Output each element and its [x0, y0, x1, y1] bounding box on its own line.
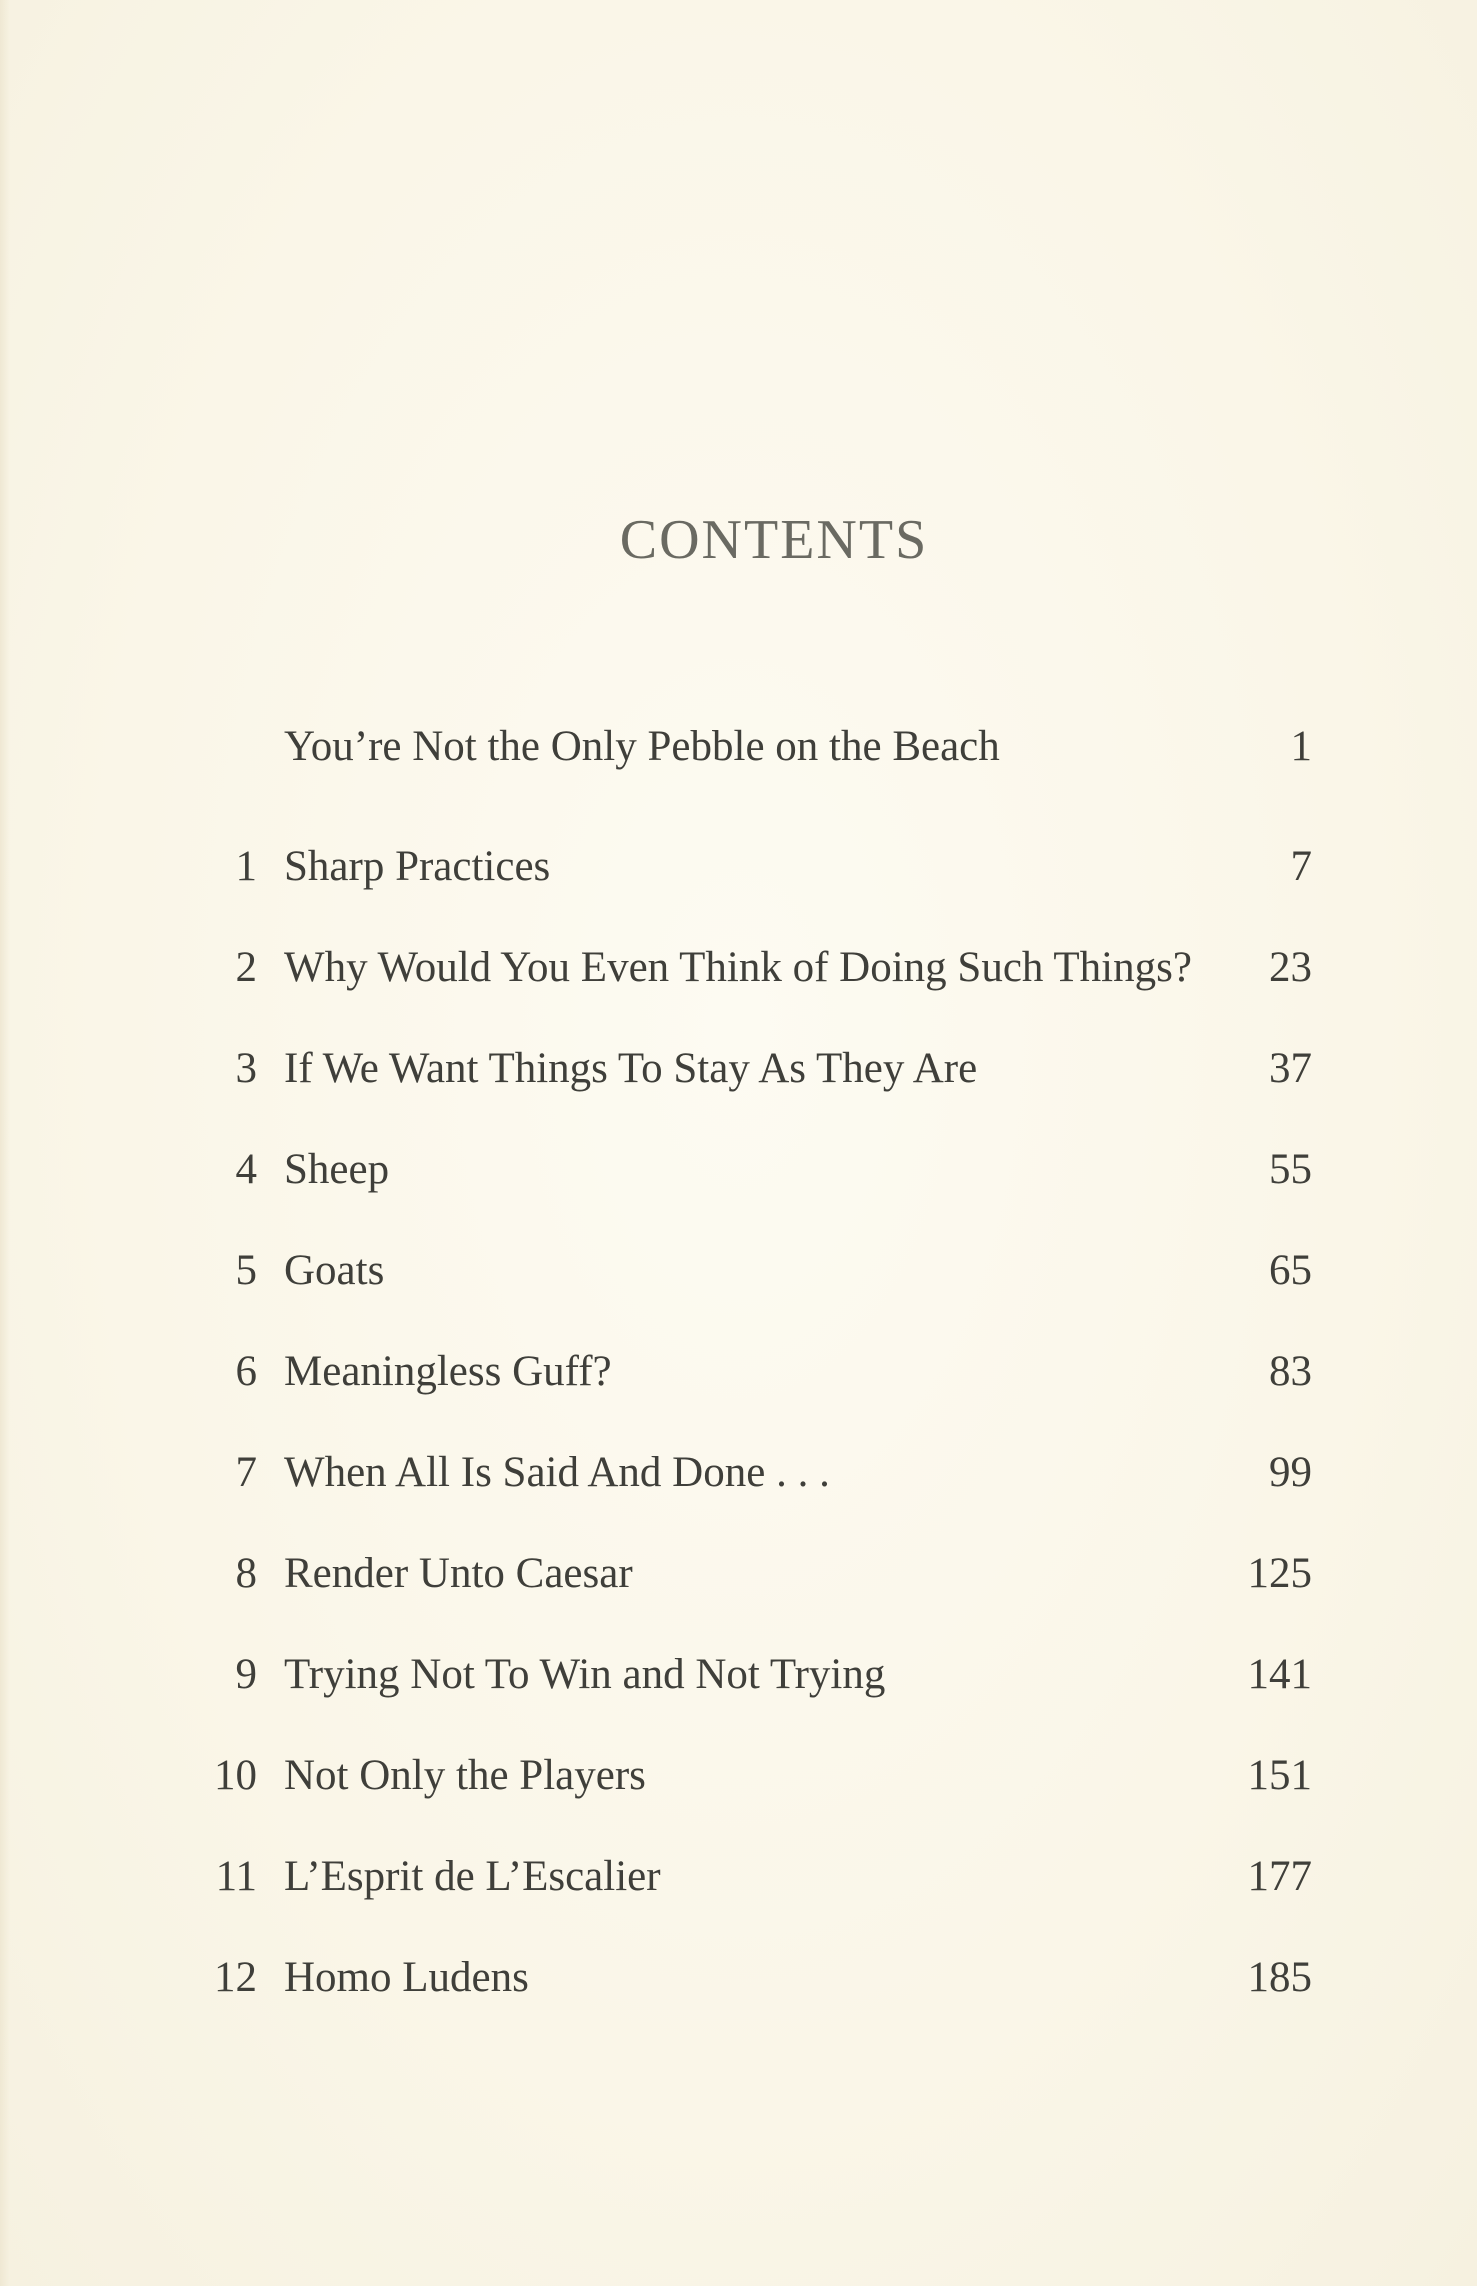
toc-entry-number: 6 — [235, 1348, 257, 1395]
toc-entry-chapter-5 — [0, 1246, 1477, 1316]
contents-heading: CONTENTS — [619, 509, 929, 571]
toc-entry-number: 5 — [235, 1247, 257, 1294]
toc-entry-page-number: 177 — [1247, 1853, 1312, 1900]
toc-entry-chapter-8 — [0, 1549, 1477, 1619]
toc-entry-title: If We Want Things To Stay As They Are — [284, 1045, 978, 1092]
toc-entry-number: 8 — [235, 1550, 257, 1597]
toc-entry-page-number: 23 — [1269, 944, 1312, 991]
toc-entry-chapter-3 — [0, 1044, 1477, 1114]
toc-entry-chapter-10 — [0, 1751, 1477, 1821]
toc-entry-title: Not Only the Players — [284, 1752, 646, 1799]
toc-entry-page-number: 65 — [1269, 1247, 1312, 1294]
toc-entry-title: L’Esprit de L’Escalier — [284, 1853, 661, 1900]
toc-entry-chapter-2 — [0, 943, 1477, 1013]
toc-entry-page-number: 125 — [1247, 1550, 1312, 1597]
toc-entry-number: 10 — [214, 1752, 257, 1799]
toc-entry-title: Goats — [284, 1247, 385, 1294]
toc-entry-chapter-4 — [0, 1145, 1477, 1215]
toc-entry-number: 2 — [235, 944, 257, 991]
toc-entry-chapter-6 — [0, 1347, 1477, 1417]
toc-entry-number: 12 — [214, 1954, 257, 2001]
toc-entry-number: 3 — [235, 1045, 257, 1092]
toc-entry-title: Sheep — [284, 1146, 390, 1193]
toc-entry-page-number: 1 — [1290, 723, 1312, 770]
toc-entry-number: 9 — [235, 1651, 257, 1698]
toc-entry-title: You’re Not the Only Pebble on the Beach — [284, 723, 1000, 770]
toc-entry-page-number: 151 — [1247, 1752, 1312, 1799]
toc-entry-title: Sharp Practices — [284, 843, 551, 890]
toc-entry-chapter-7 — [0, 1448, 1477, 1518]
toc-entry-page-number: 99 — [1269, 1449, 1312, 1496]
toc-entry-number: 1 — [235, 843, 257, 890]
page-edge-shadow — [0, 0, 10, 2286]
toc-entry-title: When All Is Said And Done . . . — [284, 1449, 830, 1496]
toc-entry-chapter-12 — [0, 1953, 1477, 2023]
toc-entry-chapter-9 — [0, 1650, 1477, 1720]
toc-entry-page-number: 141 — [1247, 1651, 1312, 1698]
toc-entry-chapter-11 — [0, 1852, 1477, 1922]
toc-entry-number: 7 — [235, 1449, 257, 1496]
toc-entry-page-number: 37 — [1269, 1045, 1312, 1092]
toc-entry-title: Meaningless Guff? — [284, 1348, 612, 1395]
toc-entry-page-number: 55 — [1269, 1146, 1312, 1193]
toc-entry-page-number: 185 — [1247, 1954, 1312, 2001]
toc-entry-page-number: 7 — [1290, 843, 1312, 890]
toc-entry-title: Homo Ludens — [284, 1954, 529, 2001]
toc-entry-title: Render Unto Caesar — [284, 1550, 633, 1597]
toc-entry-page-number: 83 — [1269, 1348, 1312, 1395]
toc-entry-number: 11 — [215, 1853, 257, 1900]
toc-entry-chapter-1 — [0, 842, 1477, 912]
toc-entry-number: 4 — [235, 1146, 257, 1193]
toc-entry-title: Trying Not To Win and Not Trying — [284, 1651, 886, 1698]
toc-entry-introduction — [0, 722, 1477, 792]
toc-entry-title: Why Would You Even Think of Doing Such Things? — [284, 944, 1192, 991]
